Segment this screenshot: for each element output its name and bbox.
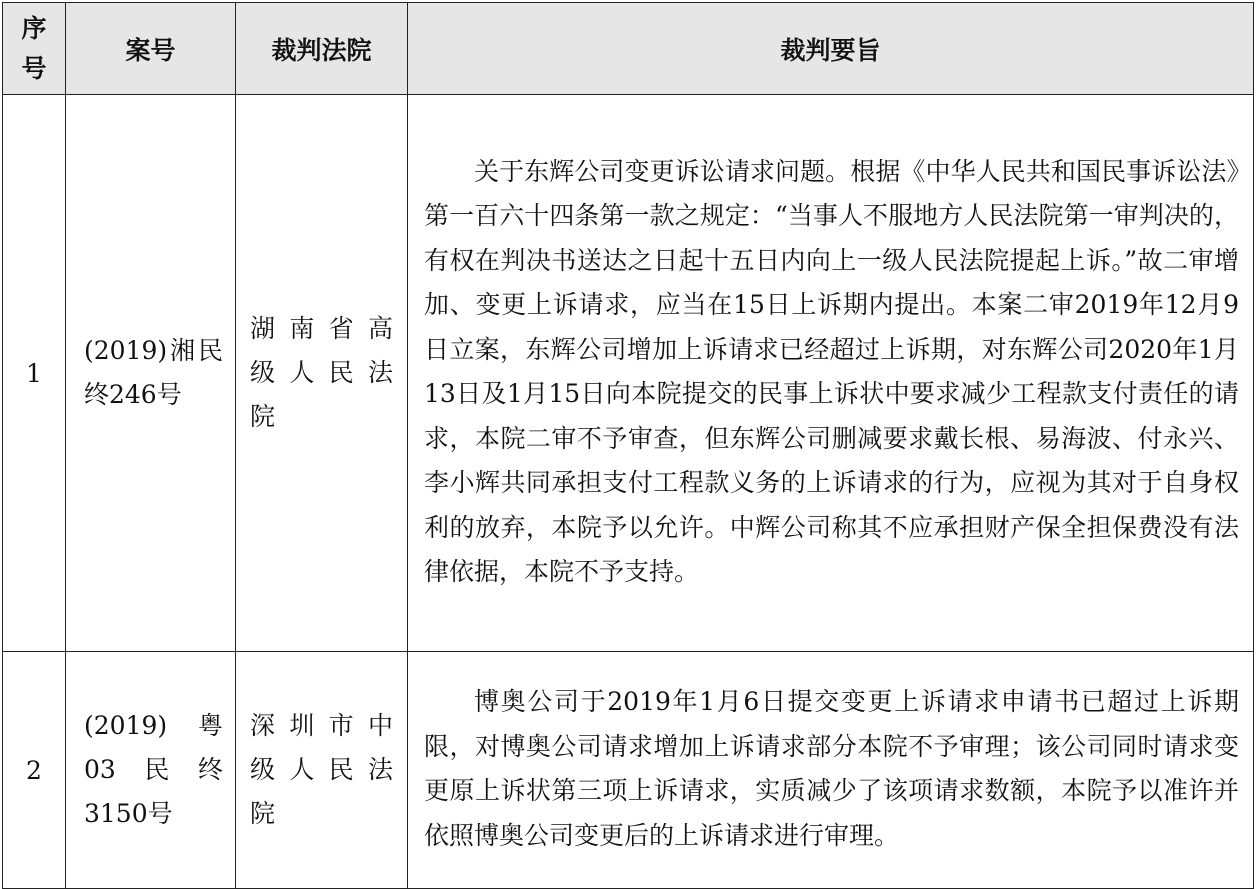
header-court: 裁判法院 <box>236 3 408 95</box>
cell-case-no: (2019)湘民终246号 <box>66 95 236 652</box>
header-gist: 裁判要旨 <box>408 3 1254 95</box>
cell-court: 深圳市中级人民法院 <box>236 652 408 889</box>
case-table <box>2 2 1254 889</box>
header-case-no: 案号 <box>66 3 236 95</box>
header-seq-line2: 号 <box>21 53 47 83</box>
table-row <box>3 95 1254 652</box>
header-seq-line1: 序 <box>21 13 47 43</box>
cell-seq: 1 <box>3 95 66 652</box>
cell-gist: 关于东辉公司变更诉讼请求问题。根据《中华人民共和国民事诉讼法》第一百六十四条第一款之规定：“当事人不服地方人民法院第一审判决的，有权在判决书送达之日起十五日内向上一级人民法院提起上诉。”故二审增加、变更上诉请求，应当在15日上诉期内提出。本案二审2019年12月9日立案，东辉公司增加上诉请求已经超过上诉期，对东辉公司2020年1月13日及1月15日向本院提交的民事上诉状中要求减少工程款支付责任的请求，本院二审不予审查，但东辉公司删减要求戴长根、易海波、付永兴、李小辉共同承担支付工程款义务的上诉请求的行为，应视为其对于自身权利的放弃，本院予以允许。中辉公司称其不应承担财产保全担保费没有法律依据，本院不予支持。 <box>408 95 1254 652</box>
cell-seq: 2 <box>3 652 66 889</box>
table-row <box>3 652 1254 889</box>
cell-case-no: (2019)粤03民终3150号 <box>66 652 236 889</box>
header-seq <box>3 3 66 95</box>
table-header-row <box>3 3 1254 95</box>
cell-gist: 博奥公司于2019年1月6日提交变更上诉请求申请书已超过上诉期限，对博奥公司请求增加上诉请求部分本院不予审理；该公司同时请求变更原上诉状第三项上诉请求，实质减少了该项请求数额，本院予以准许并依照博奥公司变更后的上诉请求进行审理。 <box>408 652 1254 889</box>
cell-court: 湖南省高级人民法院 <box>236 95 408 652</box>
